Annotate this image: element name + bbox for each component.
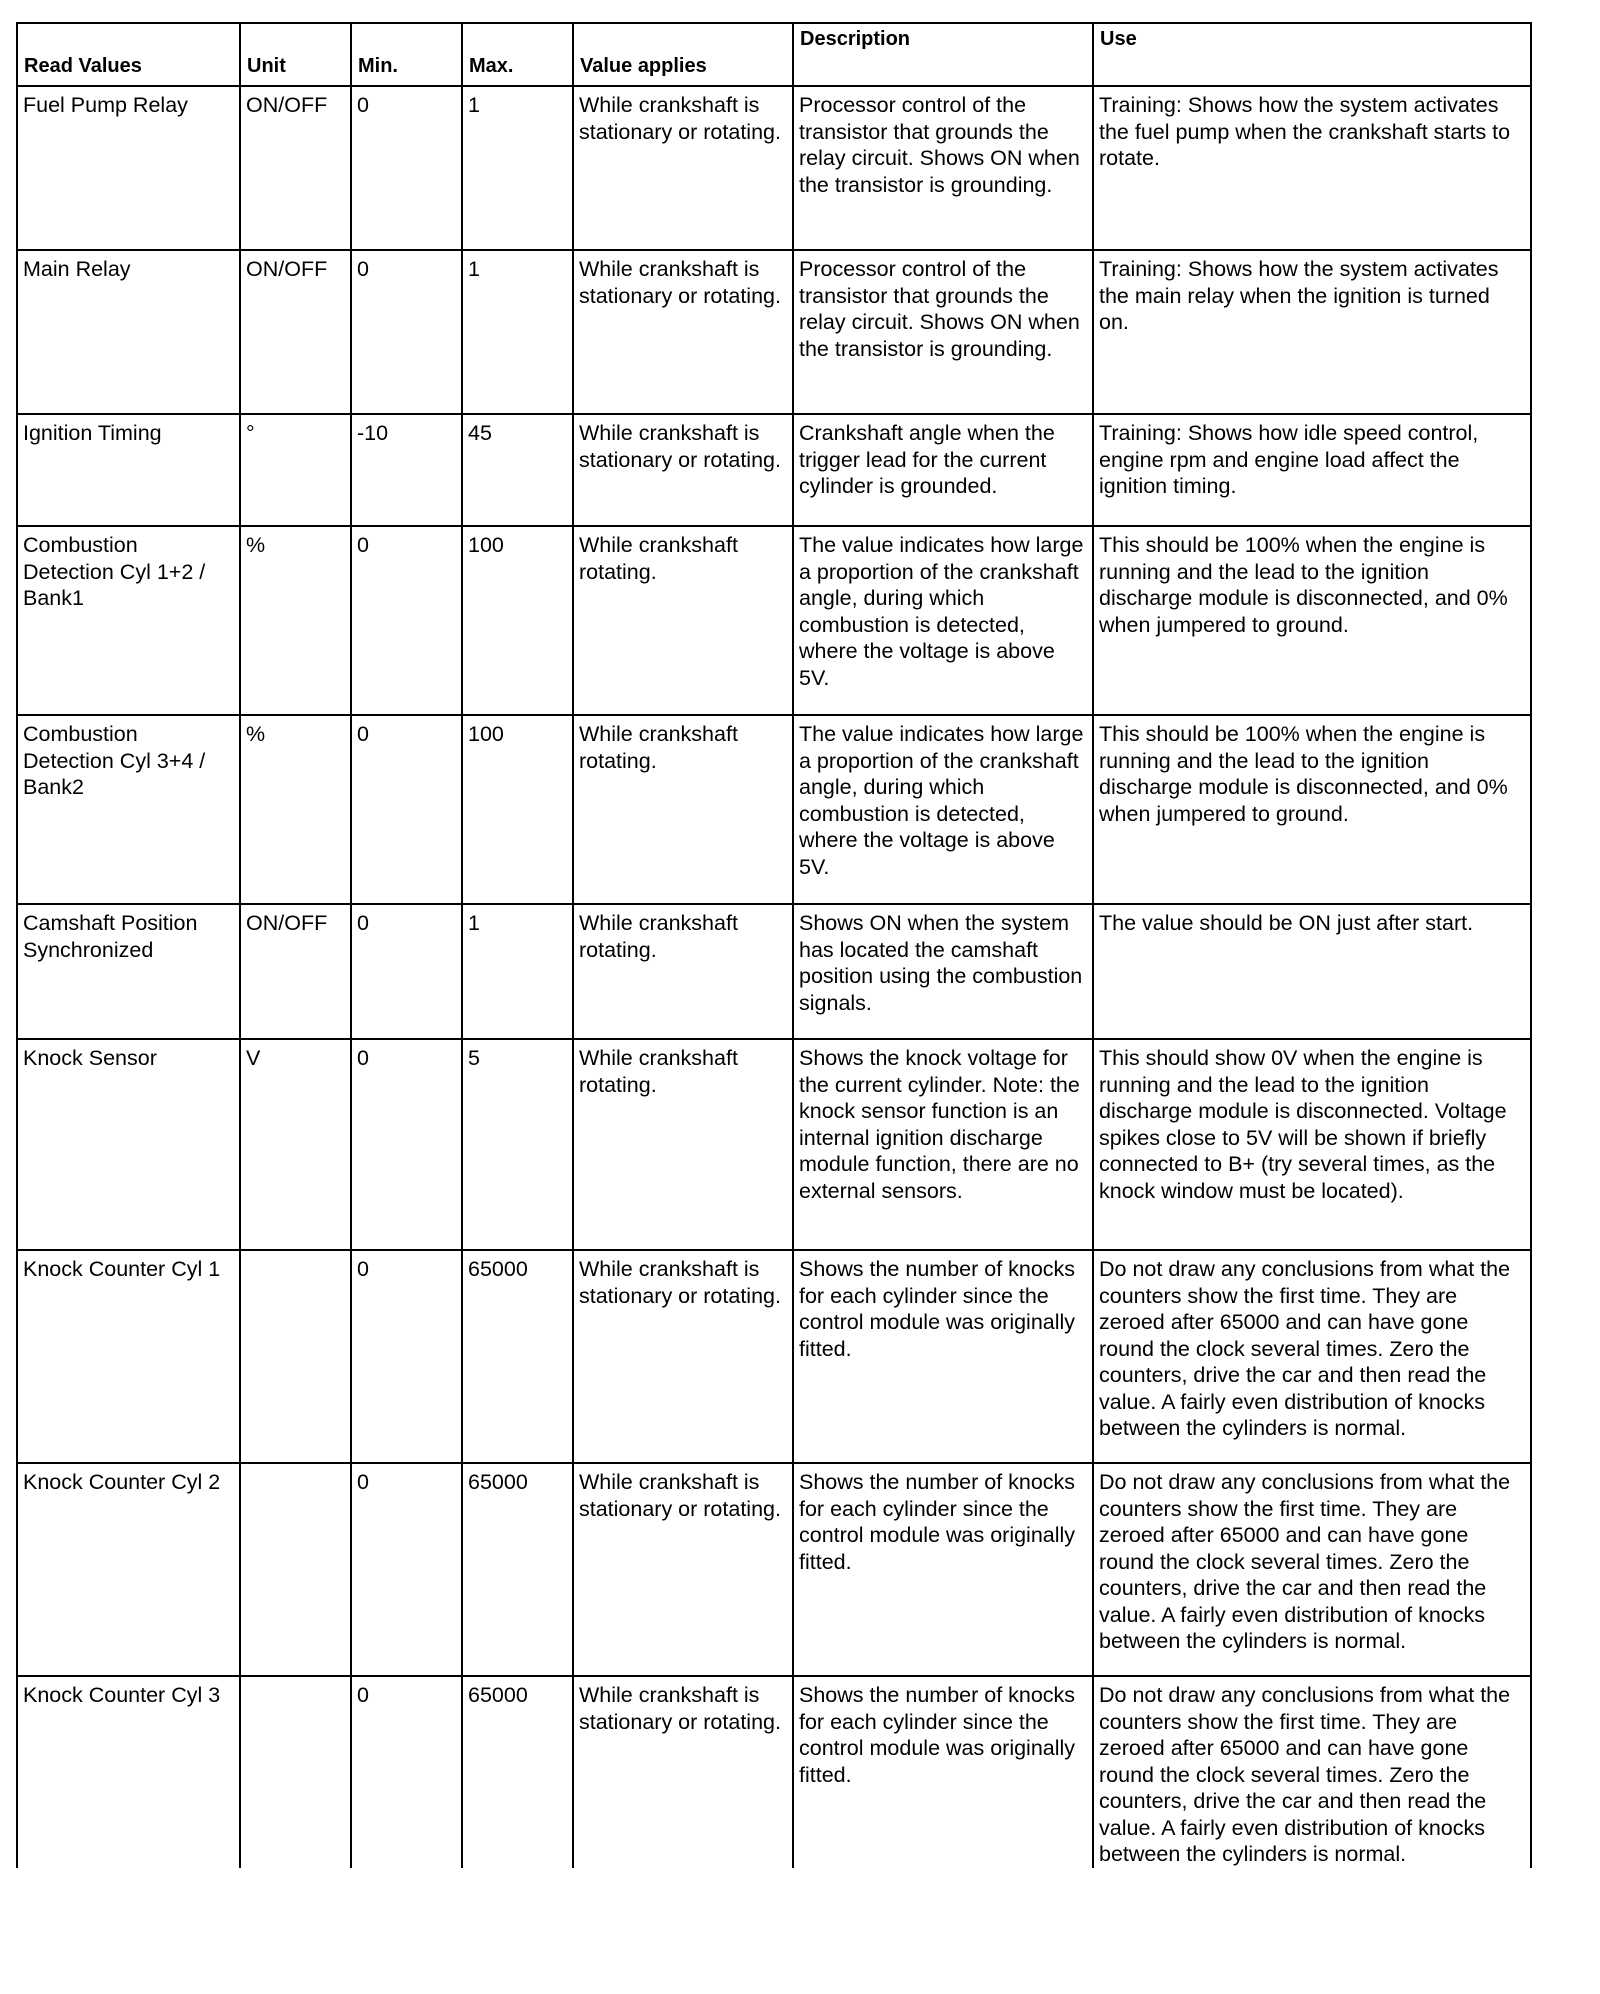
table-row — [17, 414, 1531, 526]
read-values-table — [16, 22, 1532, 1868]
header-description: Description — [793, 23, 1093, 86]
cell-read-value: Ignition Timing — [17, 414, 240, 526]
cell-read-value: Main Relay — [17, 250, 240, 414]
cell-use: This should be 100% when the engine is running and the lead to the ignition discharge module is disconnected, and 0% when jumpered to ground. — [1093, 526, 1531, 715]
cell-unit — [240, 1676, 351, 1868]
cell-use: Do not draw any conclusions from what the counters show the first time. They are zeroed after 65000 and can have gone round the clock several times. Zero the counters, drive the car and then read the value. A fairly even distribution of knocks between the cylinders is normal. — [1093, 1676, 1531, 1868]
cell-value-applies: While crankshaft rotating. — [573, 904, 793, 1039]
table-row — [17, 715, 1531, 904]
cell-min: -10 — [351, 414, 462, 526]
cell-unit: ON/OFF — [240, 86, 351, 250]
table-row — [17, 526, 1531, 715]
cell-value-applies: While crankshaft is stationary or rotating. — [573, 1463, 793, 1676]
table-row — [17, 1039, 1531, 1250]
cell-max: 65000 — [462, 1676, 573, 1868]
cell-use: The value should be ON just after start. — [1093, 904, 1531, 1039]
cell-use: Do not draw any conclusions from what the counters show the first time. They are zeroed after 65000 and can have gone round the clock several times. Zero the counters, drive the car and then read the value. A fairly even distribution of knocks between the cylinders is normal. — [1093, 1250, 1531, 1463]
cell-use: Training: Shows how idle speed control, engine rpm and engine load affect the ignition timing. — [1093, 414, 1531, 526]
cell-min: 0 — [351, 904, 462, 1039]
cell-max: 65000 — [462, 1463, 573, 1676]
cell-max: 1 — [462, 904, 573, 1039]
cell-min: 0 — [351, 1039, 462, 1250]
cell-unit: ° — [240, 414, 351, 526]
cell-description: Shows the knock voltage for the current cylinder. Note: the knock sensor function is an internal ignition discharge module function, there are no external sensors. — [793, 1039, 1093, 1250]
cell-value-applies: While crankshaft is stationary or rotating. — [573, 1250, 793, 1463]
cell-description: Shows the number of knocks for each cylinder since the control module was originally fitted. — [793, 1676, 1093, 1868]
header-max: Max. — [462, 23, 573, 86]
table-row — [17, 1250, 1531, 1463]
table-row — [17, 1676, 1531, 1868]
header-value-applies: Value applies — [573, 23, 793, 86]
cell-description: Processor control of the transistor that grounds the relay circuit. Shows ON when the transistor is grounding. — [793, 86, 1093, 250]
cell-max: 1 — [462, 250, 573, 414]
cell-use: Training: Shows how the system activates the main relay when the ignition is turned on. — [1093, 250, 1531, 414]
cell-value-applies: While crankshaft rotating. — [573, 526, 793, 715]
header-min: Min. — [351, 23, 462, 86]
cell-max: 100 — [462, 526, 573, 715]
cell-read-value: Fuel Pump Relay — [17, 86, 240, 250]
cell-unit: V — [240, 1039, 351, 1250]
table-row — [17, 1463, 1531, 1676]
header-unit: Unit — [240, 23, 351, 86]
cell-use: This should be 100% when the engine is running and the lead to the ignition discharge module is disconnected, and 0% when jumpered to ground. — [1093, 715, 1531, 904]
cell-min: 0 — [351, 1250, 462, 1463]
cell-read-value: Knock Counter Cyl 1 — [17, 1250, 240, 1463]
cell-max: 45 — [462, 414, 573, 526]
cell-description: Processor control of the transistor that grounds the relay circuit. Shows ON when the transistor is grounding. — [793, 250, 1093, 414]
cell-value-applies: While crankshaft is stationary or rotating. — [573, 414, 793, 526]
cell-min: 0 — [351, 250, 462, 414]
header-read-values: Read Values — [17, 23, 240, 86]
cell-read-value: Combustion Detection Cyl 1+2 / Bank1 — [17, 526, 240, 715]
cell-use: Training: Shows how the system activates the fuel pump when the crankshaft starts to rotate. — [1093, 86, 1531, 250]
cell-unit: % — [240, 526, 351, 715]
cell-description: Shows the number of knocks for each cylinder since the control module was originally fitted. — [793, 1463, 1093, 1676]
header-use: Use — [1093, 23, 1531, 86]
table-row — [17, 86, 1531, 250]
cell-max: 5 — [462, 1039, 573, 1250]
cell-value-applies: While crankshaft is stationary or rotating. — [573, 1676, 793, 1868]
cell-description: The value indicates how large a proportion of the crankshaft angle, during which combustion is detected, where the voltage is above 5V. — [793, 715, 1093, 904]
table-row — [17, 904, 1531, 1039]
cell-read-value: Knock Counter Cyl 2 — [17, 1463, 240, 1676]
cell-unit: ON/OFF — [240, 250, 351, 414]
cell-use: This should show 0V when the engine is running and the lead to the ignition discharge module is disconnected. Voltage spikes close to 5V will be shown if briefly connected to B+ (try several times, as the knock window must be located). — [1093, 1039, 1531, 1250]
cell-description: Shows ON when the system has located the camshaft position using the combustion signals. — [793, 904, 1093, 1039]
cell-read-value: Combustion Detection Cyl 3+4 / Bank2 — [17, 715, 240, 904]
cell-unit — [240, 1250, 351, 1463]
table-row — [17, 250, 1531, 414]
cell-unit: % — [240, 715, 351, 904]
cell-min: 0 — [351, 86, 462, 250]
cell-min: 0 — [351, 526, 462, 715]
cell-read-value: Knock Counter Cyl 3 — [17, 1676, 240, 1868]
cell-description: The value indicates how large a proportion of the crankshaft angle, during which combustion is detected, where the voltage is above 5V. — [793, 526, 1093, 715]
cell-unit — [240, 1463, 351, 1676]
cell-value-applies: While crankshaft is stationary or rotating. — [573, 250, 793, 414]
cell-read-value: Camshaft Position Synchronized — [17, 904, 240, 1039]
cell-value-applies: While crankshaft rotating. — [573, 715, 793, 904]
header-row — [17, 23, 1531, 86]
cell-description: Shows the number of knocks for each cylinder since the control module was originally fitted. — [793, 1250, 1093, 1463]
cell-unit: ON/OFF — [240, 904, 351, 1039]
cell-use: Do not draw any conclusions from what the counters show the first time. They are zeroed after 65000 and can have gone round the clock several times. Zero the counters, drive the car and then read the value. A fairly even distribution of knocks between the cylinders is normal. — [1093, 1463, 1531, 1676]
cell-min: 0 — [351, 1676, 462, 1868]
cell-max: 65000 — [462, 1250, 573, 1463]
cell-value-applies: While crankshaft is stationary or rotating. — [573, 86, 793, 250]
cell-value-applies: While crankshaft rotating. — [573, 1039, 793, 1250]
cell-read-value: Knock Sensor — [17, 1039, 240, 1250]
cell-max: 1 — [462, 86, 573, 250]
cell-description: Crankshaft angle when the trigger lead for the current cylinder is grounded. — [793, 414, 1093, 526]
cell-min: 0 — [351, 1463, 462, 1676]
cell-max: 100 — [462, 715, 573, 904]
cell-min: 0 — [351, 715, 462, 904]
